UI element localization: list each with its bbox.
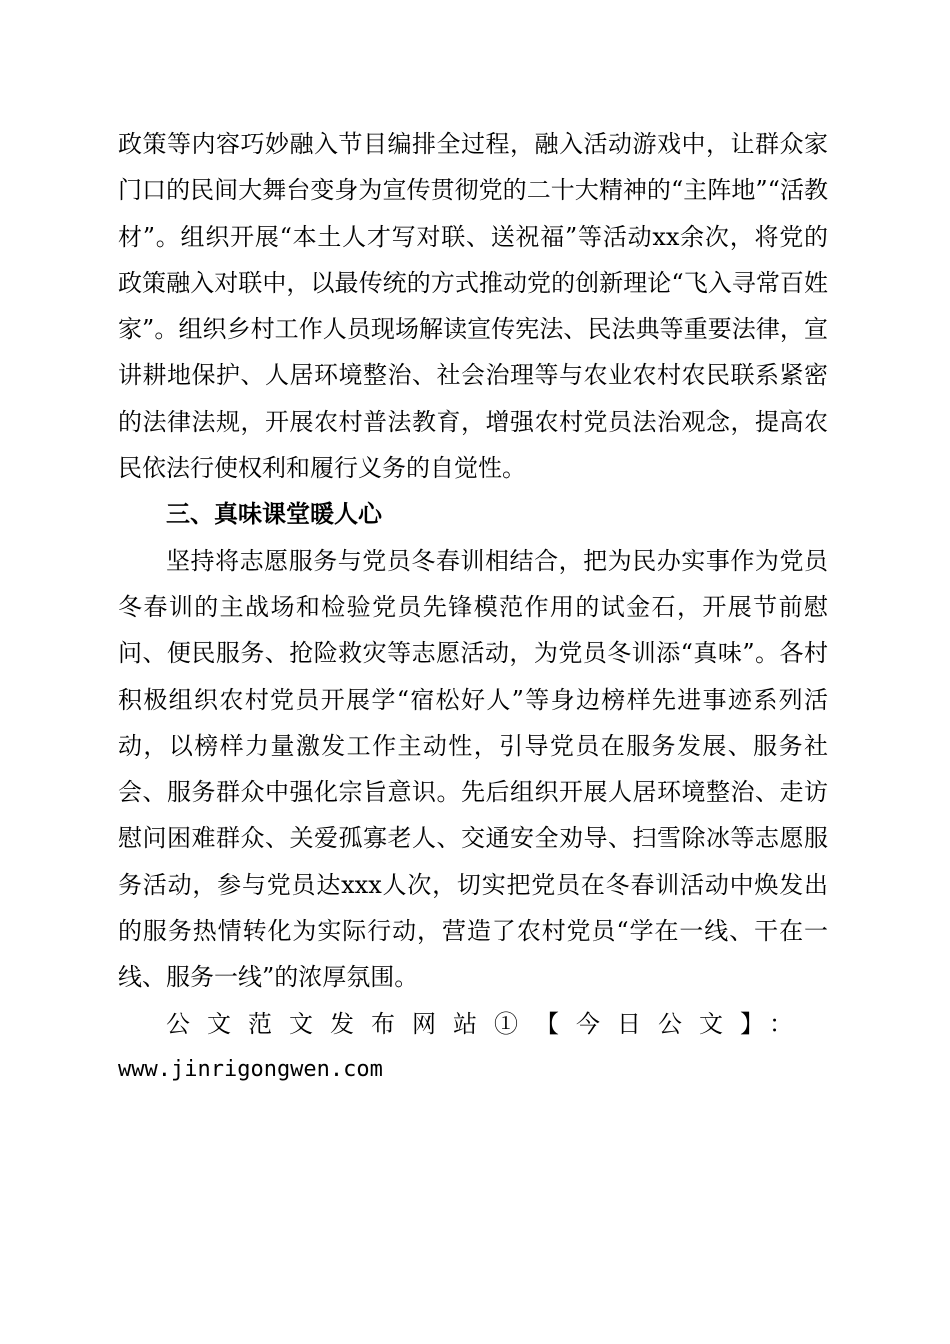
footer-site-label: 公文范文发布网站①【今日公文】： [166,1009,810,1038]
section-heading-3: 三、真味课堂暖人心 [166,500,382,529]
footer-site-url[interactable]: www.jinrigongwen.com [118,1056,383,1082]
body-paragraph-2: 坚持将志愿服务与党员冬春训相结合，把为民办实事作为党员冬春训的主战场和检验党员先锋模范作用的试金石，开展节前慰问、便民服务、抢险救灾等志愿活动，为党员冬训添“真味”。各村积极组织农村党员开展学“宿松好人”等身边榜样先进事迹系列活动，以榜样力量激发工作主动性，引导党员在服务发展、服务社会、服务群众中强化宗旨意识。先后组织开展人居环境整治、走访慰问困难群众、关爱孤寡老人、交通安全劝导、扫雪除冰等志愿服务活动，参与党员达xxx人次，切实把党员在冬春训活动中焕发出的服务热情转化为实际行动，营造了农村党员“学在一线、干在一线、服务一线”的浓厚氛围。 [118,546,828,992]
body-paragraph-1: 政策等内容巧妙融入节目编排全过程，融入活动游戏中，让群众家门口的民间大舞台变身为宣传贯彻党的二十大精神的“主阵地”“活教材”。组织开展“本土人才写对联、送祝福”等活动xx余次，将党的政策融入对联中，以最传统的方式推动党的创新理论“飞入寻常百姓家”。组织乡村工作人员现场解读宣传宪法、民法典等重要法律，宣讲耕地保护、人居环境整治、社会治理等与农业农村农民联系紧密的法律法规，开展农村普法教育，增强农村党员法治观念，提高农民依法行使权利和履行义务的自觉性。 [118,130,828,483]
document-body [118,121,828,1093]
